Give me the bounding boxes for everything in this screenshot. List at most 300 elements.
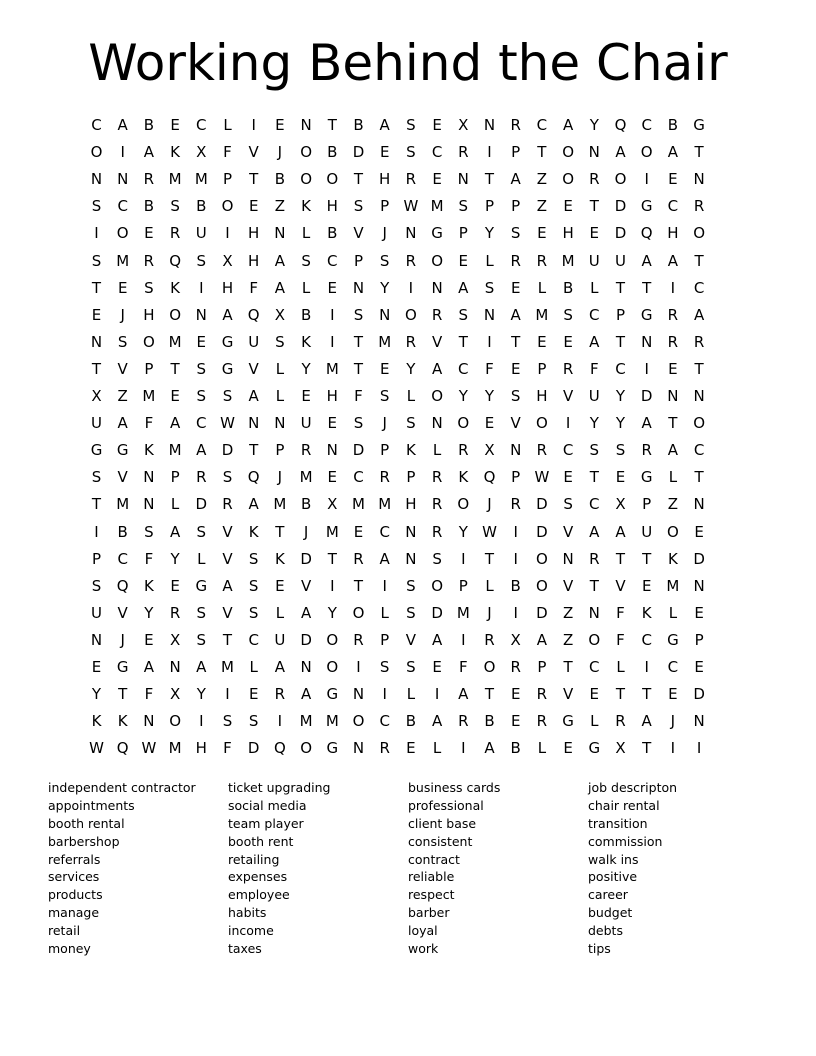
grid-letter: R: [405, 251, 417, 270]
grid-letter: L: [485, 251, 494, 270]
grid-letter: B: [117, 522, 128, 541]
grid-letter: R: [458, 143, 469, 162]
grid-letter: C: [641, 630, 652, 649]
grid-letter: I: [330, 576, 335, 595]
word-bank-item: work: [408, 941, 439, 957]
grid-letter: R: [484, 630, 495, 649]
word-bank-item: taxes: [228, 941, 262, 957]
grid-letter: T: [275, 522, 285, 541]
grid-letter: L: [275, 359, 285, 378]
grid-letter: Q: [169, 251, 181, 270]
grid-letter: T: [118, 685, 128, 704]
grid-letter: G: [562, 712, 574, 731]
grid-letter: I: [225, 685, 230, 704]
grid-letter: I: [644, 658, 649, 676]
grid-letter: B: [143, 116, 155, 134]
grid-letter: T: [694, 251, 704, 270]
grid-letter: A: [248, 387, 259, 405]
grid-letter: M: [456, 603, 470, 622]
grid-letter: S: [563, 495, 573, 514]
grid-letter: T: [615, 332, 626, 351]
grid-letter: N: [248, 414, 260, 433]
grid-letter: C: [248, 630, 259, 649]
grid-letter: C: [91, 116, 102, 134]
grid-letter: P: [380, 441, 390, 460]
grid-letter: S: [196, 522, 207, 541]
grid-letter: D: [536, 522, 548, 541]
word-bank-item: tips: [588, 941, 611, 957]
grid-letter: N: [90, 170, 103, 189]
grid-letter: F: [485, 359, 494, 378]
grid-letter: K: [405, 441, 416, 460]
grid-letter: C: [431, 143, 443, 162]
grid-letter: E: [379, 143, 390, 162]
grid-letter: E: [510, 685, 521, 704]
grid-letter: P: [458, 576, 468, 595]
grid-letter: I: [382, 576, 387, 595]
grid-letter: H: [326, 387, 338, 405]
grid-letter: I: [513, 549, 518, 568]
grid-letter: V: [248, 359, 259, 378]
grid-letter: S: [510, 387, 521, 405]
grid-letter: L: [223, 116, 232, 134]
grid-letter: N: [195, 305, 207, 324]
grid-letter: N: [117, 170, 129, 189]
grid-letter: V: [562, 685, 574, 704]
grid-letter: C: [117, 549, 128, 568]
grid-letter: P: [144, 359, 154, 378]
grid-letter: N: [693, 170, 705, 189]
grid-letter: T: [353, 576, 364, 595]
grid-letter: K: [274, 549, 285, 568]
grid-letter: C: [117, 197, 128, 216]
grid-letter: Z: [536, 170, 548, 189]
grid-letter: P: [537, 359, 547, 378]
grid-letter: C: [458, 359, 469, 378]
grid-letter: A: [615, 143, 626, 162]
grid-letter: P: [353, 251, 364, 270]
grid-letter: K: [458, 468, 469, 487]
grid-letter: U: [300, 414, 312, 433]
grid-letter: D: [431, 603, 443, 622]
grid-letter: X: [510, 630, 521, 649]
grid-letter: S: [589, 441, 600, 460]
grid-letter: L: [537, 278, 547, 297]
grid-letter: T: [642, 685, 652, 704]
grid-letter: T: [694, 468, 704, 487]
grid-letter: M: [666, 576, 680, 595]
grid-letter: O: [457, 495, 470, 514]
grid-letter: O: [352, 712, 365, 731]
grid-letter: D: [536, 495, 548, 514]
grid-letter: O: [169, 712, 181, 731]
grid-letter: E: [170, 116, 180, 134]
grid-letter: S: [379, 658, 390, 676]
grid-letter: P: [170, 468, 180, 487]
grid-letter: O: [326, 630, 339, 649]
grid-letter: A: [196, 441, 207, 460]
word-bank-item: retailing: [228, 851, 280, 867]
word-bank-item: team player: [228, 815, 304, 831]
grid-letter: G: [116, 441, 129, 460]
grid-letter: K: [667, 549, 678, 568]
grid-letter: R: [431, 495, 443, 514]
grid-letter: V: [510, 414, 521, 433]
grid-letter: T: [484, 170, 495, 189]
grid-letter: Y: [144, 603, 154, 622]
grid-letter: L: [485, 576, 494, 595]
word-bank-item: employee: [228, 887, 290, 903]
grid-letter: E: [589, 685, 600, 704]
grid-letter: V: [562, 387, 574, 405]
grid-letter: M: [299, 468, 313, 487]
word-bank-item: loyal: [408, 923, 438, 939]
grid-letter: E: [327, 278, 338, 297]
grid-letter: C: [379, 712, 390, 731]
grid-letter: F: [144, 414, 154, 433]
grid-letter: Q: [247, 468, 260, 487]
grid-letter: S: [406, 603, 416, 622]
grid-letter: K: [170, 278, 181, 297]
grid-letter: O: [300, 170, 312, 189]
grid-letter: O: [693, 224, 705, 243]
grid-letter: C: [615, 359, 626, 378]
grid-letter: H: [195, 739, 207, 758]
grid-letter: N: [405, 224, 417, 243]
grid-letter: K: [301, 332, 312, 351]
word-bank-item: debts: [588, 923, 623, 939]
word-bank-item: respect: [408, 887, 455, 903]
grid-letter: O: [535, 414, 548, 433]
grid-letter: R: [300, 441, 312, 460]
grid-letter: C: [379, 522, 390, 541]
grid-letter: L: [616, 658, 625, 676]
grid-letter: V: [431, 332, 443, 351]
grid-letter: N: [483, 305, 496, 324]
word-bank-item: transition: [588, 815, 648, 831]
grid-letter: I: [199, 278, 204, 297]
grid-letter: E: [563, 739, 573, 758]
grid-letter: T: [484, 685, 495, 704]
grid-letter: S: [91, 197, 102, 216]
grid-letter: O: [483, 658, 496, 676]
grid-letter: M: [561, 251, 575, 270]
word-bank-item: barbershop: [48, 833, 120, 849]
grid-letter: E: [144, 630, 154, 649]
grid-letter: G: [693, 116, 705, 134]
grid-letter: S: [301, 251, 311, 270]
grid-letter: N: [326, 441, 338, 460]
word-bank-item: social media: [228, 797, 307, 813]
grid-letter: C: [641, 116, 652, 134]
grid-letter: O: [588, 630, 601, 649]
grid-letter: G: [640, 468, 653, 487]
grid-letter: R: [510, 495, 521, 514]
word-bank-item: career: [588, 887, 628, 903]
grid-letter: M: [325, 522, 339, 541]
grid-letter: C: [196, 116, 207, 134]
grid-letter: B: [327, 224, 338, 243]
grid-letter: X: [327, 495, 338, 514]
grid-letter: G: [326, 739, 339, 758]
grid-letter: B: [667, 116, 679, 134]
word-bank-item: appointments: [48, 797, 135, 813]
grid-letter: N: [588, 143, 600, 162]
grid-letter: A: [379, 116, 390, 134]
grid-letter: L: [406, 387, 416, 405]
grid-letter: J: [120, 630, 125, 649]
puzzle-title: Working Behind the Chair: [88, 34, 728, 92]
grid-letter: O: [300, 143, 312, 162]
grid-letter: S: [353, 305, 364, 324]
grid-letter: T: [249, 170, 259, 189]
grid-letter: X: [169, 630, 181, 649]
grid-letter: G: [640, 197, 653, 216]
grid-letter: Y: [380, 278, 390, 297]
grid-letter: O: [666, 522, 679, 541]
grid-letter: A: [274, 278, 286, 297]
grid-letter: R: [169, 603, 181, 622]
word-bank: [48, 779, 788, 979]
grid-letter: T: [615, 278, 626, 297]
grid-letter: V: [353, 224, 364, 243]
grid-letter: L: [380, 603, 389, 622]
grid-letter: S: [222, 387, 233, 405]
grid-letter: L: [432, 441, 442, 460]
grid-letter: F: [616, 603, 625, 622]
grid-letter: E: [327, 414, 338, 433]
grid-letter: O: [300, 739, 312, 758]
grid-letter: N: [300, 116, 312, 134]
grid-letter: A: [117, 414, 128, 433]
grid-letter: P: [694, 630, 704, 649]
word-bank-column: [408, 779, 583, 958]
grid-letter: E: [694, 658, 704, 676]
grid-letter: G: [326, 685, 339, 704]
grid-letter: R: [536, 251, 548, 270]
grid-letter: O: [116, 224, 129, 243]
grid-letter: H: [143, 305, 155, 324]
grid-letter: E: [275, 576, 285, 595]
grid-letter: A: [589, 332, 600, 351]
grid-letter: S: [406, 576, 416, 595]
grid-letter: S: [222, 468, 233, 487]
grid-letter: C: [589, 658, 600, 676]
grid-letter: W: [89, 739, 104, 758]
grid-letter: W: [220, 414, 235, 433]
grid-letter: E: [196, 332, 207, 351]
grid-letter: E: [510, 278, 521, 297]
grid-letter: D: [247, 739, 260, 758]
grid-letter: N: [693, 712, 705, 731]
grid-letter: G: [431, 224, 443, 243]
grid-letter: U: [248, 332, 260, 351]
grid-letter: I: [513, 522, 518, 541]
grid-letter: Y: [484, 224, 495, 243]
grid-letter: X: [458, 116, 469, 134]
grid-letter: Y: [458, 522, 468, 541]
grid-letter: E: [379, 359, 390, 378]
grid-letter: V: [117, 468, 128, 487]
grid-letter: K: [301, 197, 312, 216]
grid-letter: N: [274, 414, 286, 433]
word-bank-item: independent contractor: [48, 780, 196, 795]
word-bank-item: habits: [228, 905, 267, 921]
word-bank-item: job descripton: [588, 780, 678, 795]
grid-letter: H: [248, 251, 260, 270]
grid-letter: J: [277, 468, 283, 487]
grid-letter: S: [406, 116, 416, 134]
grid-letter: C: [353, 468, 364, 487]
grid-letter: C: [196, 414, 207, 433]
word-bank-column: [228, 779, 403, 958]
grid-letter: I: [382, 685, 387, 704]
grid-letter: R: [536, 685, 548, 704]
grid-letter: U: [641, 522, 653, 541]
grid-letter: P: [275, 441, 285, 460]
grid-letter: A: [143, 143, 155, 162]
word-bank-item: booth rental: [48, 815, 125, 831]
grid-letter: H: [667, 224, 679, 243]
grid-letter: C: [667, 197, 679, 216]
grid-letter: Q: [614, 116, 627, 134]
grid-letter: T: [668, 414, 678, 433]
word-bank-item: commission: [588, 833, 663, 849]
grid-letter: D: [195, 495, 208, 514]
grid-letter: A: [536, 630, 548, 649]
grid-letter: P: [458, 224, 468, 243]
grid-letter: S: [196, 387, 207, 405]
grid-letter: N: [143, 712, 155, 731]
grid-letter: L: [275, 387, 285, 405]
grid-letter: S: [222, 712, 233, 731]
grid-letter: C: [562, 441, 574, 460]
grid-letter: O: [90, 143, 103, 162]
grid-letter: Z: [274, 197, 286, 216]
grid-letter: T: [353, 359, 364, 378]
grid-letter: R: [667, 305, 679, 324]
grid-letter: E: [275, 116, 285, 134]
grid-letter: N: [405, 549, 417, 568]
grid-letter: E: [353, 522, 364, 541]
grid-letter: M: [352, 495, 365, 514]
grid-letter: R: [615, 712, 626, 731]
grid-letter: M: [116, 251, 130, 270]
grid-letter: A: [274, 251, 286, 270]
grid-letter: S: [91, 251, 102, 270]
grid-letter: P: [380, 630, 390, 649]
grid-letter: N: [143, 468, 155, 487]
grid-letter: G: [195, 576, 208, 595]
grid-letter: R: [431, 305, 443, 324]
grid-letter: A: [667, 251, 679, 270]
grid-letter: H: [248, 224, 260, 243]
grid-letter: L: [249, 658, 258, 676]
grid-letter: S: [196, 251, 207, 270]
grid-letter: A: [431, 712, 443, 731]
grid-letter: I: [225, 224, 230, 243]
grid-letter: Y: [484, 387, 495, 405]
grid-letter: T: [91, 278, 102, 297]
grid-letter: A: [667, 441, 679, 460]
grid-letter: A: [143, 658, 155, 676]
word-bank-item: products: [48, 887, 103, 903]
grid-letter: I: [408, 278, 414, 297]
grid-letter: K: [143, 576, 154, 595]
grid-letter: O: [562, 143, 574, 162]
grid-letter: E: [406, 739, 416, 758]
grid-letter: U: [91, 603, 102, 622]
grid-letter: O: [326, 170, 339, 189]
grid-letter: E: [91, 658, 102, 676]
grid-letter: V: [222, 522, 233, 541]
grid-letter: E: [537, 224, 547, 243]
grid-letter: S: [196, 630, 207, 649]
grid-letter: I: [277, 712, 283, 731]
grid-letter: A: [510, 170, 521, 189]
grid-letter: J: [277, 143, 283, 162]
grid-letter: U: [615, 251, 626, 270]
grid-letter: P: [222, 170, 233, 189]
grid-letter: J: [120, 305, 125, 324]
grid-letter: M: [168, 332, 182, 351]
grid-letter: R: [143, 251, 155, 270]
grid-letter: U: [91, 414, 102, 433]
grid-letter: E: [668, 685, 678, 704]
grid-letter: N: [352, 278, 365, 297]
grid-letter: R: [510, 658, 521, 676]
grid-letter: I: [565, 414, 571, 433]
grid-letter: A: [248, 495, 259, 514]
word-bank-item: client base: [408, 815, 477, 831]
word-bank-item: budget: [588, 905, 633, 921]
grid-letter: H: [379, 170, 391, 189]
grid-letter: F: [616, 630, 625, 649]
grid-letter: S: [248, 549, 259, 568]
word-bank-column: [48, 779, 223, 958]
grid-letter: E: [170, 387, 180, 405]
grid-letter: E: [589, 224, 600, 243]
grid-letter: S: [353, 414, 364, 433]
grid-letter: A: [458, 685, 469, 704]
grid-letter: B: [327, 143, 338, 162]
word-bank-item: barber: [408, 905, 450, 921]
grid-letter: S: [484, 278, 495, 297]
grid-letter: E: [248, 197, 259, 216]
grid-letter: S: [196, 603, 207, 622]
grid-letter: X: [196, 143, 207, 162]
grid-letter: E: [510, 359, 521, 378]
grid-letter: X: [484, 441, 495, 460]
grid-letter: R: [274, 685, 286, 704]
grid-letter: S: [563, 305, 573, 324]
word-bank-item: referrals: [48, 851, 101, 867]
grid-letter: R: [641, 441, 652, 460]
grid-letter: I: [670, 278, 676, 297]
grid-letter: S: [379, 251, 390, 270]
word-bank-item: income: [228, 923, 274, 939]
grid-letter: B: [353, 116, 364, 134]
grid-letter: W: [534, 468, 550, 487]
grid-letter: F: [249, 278, 258, 297]
grid-letter: E: [327, 468, 338, 487]
grid-letter: H: [536, 387, 548, 405]
word-bank-item: retail: [48, 923, 81, 939]
grid-letter: C: [589, 305, 600, 324]
grid-letter: N: [300, 658, 312, 676]
grid-letter: R: [510, 116, 521, 134]
grid-letter: S: [406, 414, 416, 433]
